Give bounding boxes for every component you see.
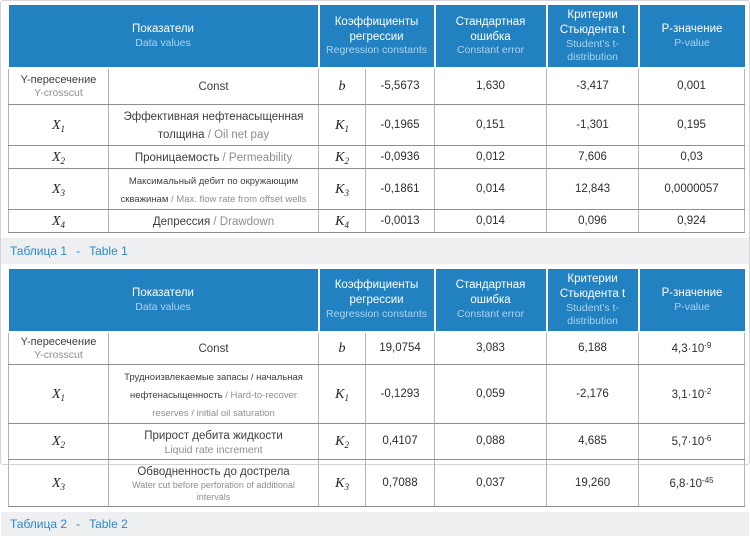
variable-subscript: 1 (60, 123, 66, 134)
t-criteria-value: 4,685 (547, 423, 639, 460)
symbol-cell (319, 332, 366, 364)
coefficient-symbol: K (335, 149, 345, 165)
t-criteria-value: 12,843 (547, 168, 639, 209)
table1-caption (1, 238, 749, 264)
p-value (639, 104, 745, 145)
p-value-base: 6,8·10 (669, 477, 703, 490)
coefficient-value: -5,5673 (366, 68, 435, 104)
p-value-exponent: -2 (704, 386, 712, 396)
column-header-coefficients-en: Regression constants (326, 308, 428, 321)
variable-cell (9, 332, 109, 364)
header-row (9, 269, 745, 332)
column-header-indicators (9, 5, 319, 68)
description-cell (109, 460, 319, 506)
table-row (9, 364, 745, 423)
variable-label-ru: Y-пересечение (20, 335, 97, 348)
p-value-base: 0,001 (677, 80, 706, 93)
column-header-error-en: Constant error (456, 44, 525, 57)
variable-cell (9, 423, 109, 460)
header-row (9, 5, 745, 68)
coefficient-subscript: 2 (344, 155, 349, 166)
table1-header (9, 5, 745, 68)
description-cell (109, 68, 319, 104)
t-criteria-value: 6,188 (547, 332, 639, 364)
description-en: / Oil net pay (204, 128, 270, 141)
description-en: Water cut before perforation of additional intervals (132, 480, 295, 502)
t-criteria-value: 0,096 (547, 209, 639, 232)
column-header-pvalue-ru: P-значение (661, 23, 723, 36)
variable-label-ru: Y-пересечение (20, 73, 97, 86)
symbol-cell (319, 364, 366, 423)
column-header-pvalue (639, 5, 745, 68)
variable-cell (9, 68, 109, 104)
column-header-coefficients (319, 5, 435, 68)
description-en: Liquid rate increment (164, 443, 263, 456)
standard-error-value: 0,151 (435, 104, 547, 145)
p-value (639, 423, 745, 460)
description-en: / Hard-to-recover reserves / initial oil saturation (152, 389, 298, 419)
p-value-exponent: -6 (704, 434, 712, 444)
coefficient-symbol: K (335, 434, 345, 450)
symbol-cell (319, 423, 366, 460)
table-row (9, 168, 745, 209)
table-row (9, 460, 745, 506)
column-header-error-ru: Стандартная ошибка (455, 15, 526, 43)
coefficient-value: -0,0013 (366, 209, 435, 232)
variable-subscript: 1 (60, 392, 66, 403)
coefficient-symbol: K (335, 386, 345, 402)
column-header-coefficients-ru: Коэффициенты регрессии (334, 279, 419, 307)
coefficient-value: 0,4107 (366, 423, 435, 460)
variable-symbol: X (51, 181, 61, 197)
column-header-indicators-ru: Показатели (132, 23, 194, 36)
description-cell (109, 168, 319, 209)
description-cell (109, 332, 319, 364)
coefficient-value: 19,0754 (366, 332, 435, 364)
variable-cell (9, 104, 109, 145)
t-criteria-value: 7,606 (547, 145, 639, 168)
table2-caption-ru: Таблица 2 (10, 516, 68, 531)
description-ru: Трудноизвлекаемые запасы / начальная нефтенасыщенность (124, 371, 303, 401)
p-value-exponent: -9 (704, 341, 712, 351)
p-value-base: 4,3·10 (671, 343, 705, 356)
coefficient-value: -0,0936 (366, 145, 435, 168)
table-row (9, 145, 745, 168)
table2-caption-dash: - (76, 516, 81, 531)
variable-symbol: X (51, 475, 61, 491)
description-cell (109, 104, 319, 145)
coefficient-value: -0,1965 (366, 104, 435, 145)
p-value-exponent: -45 (702, 475, 714, 485)
coefficient-subscript: 1 (344, 123, 349, 134)
standard-error-value: 0,012 (435, 145, 547, 168)
variable-symbol: X (51, 434, 61, 450)
column-header-pvalue-ru: P-значение (661, 286, 723, 299)
variable-cell (9, 460, 109, 506)
variable-cell (9, 209, 109, 232)
column-header-student-t-en: Student's t-distribution (566, 301, 619, 327)
description-cell (109, 145, 319, 168)
p-value (639, 168, 745, 209)
table-row (9, 104, 745, 145)
column-header-indicators (9, 269, 319, 332)
table-row (9, 68, 745, 104)
p-value-base: 0,0000057 (664, 182, 719, 195)
standard-error-value: 0,088 (435, 423, 547, 460)
description-ru: Максимальный дебит по окружающим скважинам (120, 175, 299, 205)
t-criteria-value: 19,260 (547, 460, 639, 506)
variable-symbol: X (51, 149, 61, 165)
coefficient-subscript: 2 (344, 440, 349, 451)
description-ru: Депрессия (152, 215, 211, 228)
standard-error-value: 0,014 (435, 168, 547, 209)
coefficient-subscript: 3 (344, 187, 349, 198)
variable-symbol: X (51, 213, 61, 229)
variable-subscript: 3 (60, 481, 66, 492)
table1-caption-ru: Таблица 1 (10, 243, 68, 258)
p-value (639, 460, 745, 506)
coefficient-subscript: 1 (344, 392, 349, 403)
description-en: / Max. flow rate from offset wells (168, 193, 307, 205)
coefficient-symbol: b (338, 79, 346, 95)
regression-table-2 (8, 269, 745, 507)
variable-subscript: 3 (60, 187, 66, 198)
column-header-student-t-ru: Критерии Стьюдента t (559, 272, 626, 300)
regression-table-1 (8, 5, 745, 233)
variable-subscript: 2 (60, 440, 66, 451)
variable-symbol: X (51, 117, 61, 133)
symbol-cell (319, 68, 366, 104)
variable-symbol: X (51, 386, 61, 402)
description-ru: Проницаемость (134, 151, 220, 164)
column-header-coefficients-ru: Коэффициенты регрессии (334, 15, 419, 43)
variable-cell (9, 145, 109, 168)
variable-subscript: 2 (60, 155, 66, 166)
coefficient-symbol: K (335, 475, 345, 491)
column-header-student-t (547, 269, 639, 332)
p-value (639, 145, 745, 168)
column-header-pvalue-en: P-value (674, 300, 710, 313)
description-ru: Const (198, 81, 229, 94)
standard-error-value: 0,059 (435, 364, 547, 423)
t-criteria-value: -2,176 (547, 364, 639, 423)
table2-caption (1, 512, 749, 536)
variable-label-en: Y-crosscut (34, 87, 83, 100)
symbol-cell (319, 209, 366, 232)
table-row (9, 332, 745, 364)
description-cell (109, 364, 319, 423)
t-criteria-value: -1,301 (547, 104, 639, 145)
standard-error-value: 0,014 (435, 209, 547, 232)
coefficient-subscript: 4 (344, 219, 349, 230)
column-header-student-t-en: Student's t-distribution (566, 37, 619, 63)
table-row (9, 209, 745, 232)
coefficient-value: -0,1861 (366, 168, 435, 209)
symbol-cell (319, 104, 366, 145)
variable-label-en: Y-crosscut (34, 349, 83, 362)
description-ru: Const (198, 343, 229, 356)
description-en: / Drawdown (210, 215, 275, 228)
p-value (639, 68, 745, 104)
coefficient-symbol: K (335, 181, 345, 197)
variable-cell (9, 168, 109, 209)
column-header-indicators-en: Data values (135, 300, 191, 313)
variable-cell (9, 364, 109, 423)
column-header-pvalue (639, 269, 745, 332)
column-header-indicators-en: Data values (135, 36, 191, 49)
p-value-base: 3,1·10 (671, 388, 705, 401)
standard-error-value: 3,083 (435, 332, 547, 364)
variable-subscript: 4 (60, 219, 66, 230)
standard-error-value: 1,630 (435, 68, 547, 104)
table2-header (9, 269, 745, 332)
t-criteria-value: -3,417 (547, 68, 639, 104)
standard-error-value: 0,037 (435, 460, 547, 506)
table2-caption-en: Table 2 (89, 516, 128, 531)
description-cell (109, 423, 319, 460)
table-row (9, 423, 745, 460)
column-header-coefficients (319, 269, 435, 332)
column-header-indicators-ru: Показатели (132, 286, 194, 299)
p-value-base: 0,195 (677, 118, 706, 131)
description-ru: Прирост дебита жидкости (144, 429, 283, 442)
column-header-coefficients-en: Regression constants (326, 44, 428, 57)
coefficient-symbol: b (338, 341, 346, 357)
coefficient-subscript: 3 (344, 481, 349, 492)
p-value-base: 0,924 (677, 214, 706, 227)
table1-caption-en: Table 1 (89, 243, 128, 258)
column-header-error-en: Constant error (456, 308, 525, 321)
column-header-error (435, 269, 547, 332)
p-value (639, 332, 745, 364)
column-header-error-ru: Стандартная ошибка (455, 279, 526, 307)
description-en: / Permeability (219, 151, 293, 164)
description-cell (109, 209, 319, 232)
column-header-student-t (547, 5, 639, 68)
p-value-base: 0,03 (680, 150, 703, 163)
symbol-cell (319, 460, 366, 506)
p-value (639, 364, 745, 423)
symbol-cell (319, 168, 366, 209)
description-ru: Эффективная нефтенасыщенная толщина (123, 110, 304, 141)
symbol-cell (319, 145, 366, 168)
description-ru: Обводненность до дострела (137, 466, 290, 479)
column-header-error (435, 5, 547, 68)
p-value-base: 5,7·10 (671, 436, 705, 449)
coefficient-value: -0,1293 (366, 364, 435, 423)
coefficient-symbol: K (335, 213, 345, 229)
column-header-student-t-ru: Критерии Стьюдента t (559, 9, 626, 36)
coefficient-symbol: K (335, 117, 345, 133)
table1-caption-dash: - (76, 243, 81, 258)
p-value (639, 209, 745, 232)
coefficient-value: 0,7088 (366, 460, 435, 506)
column-header-pvalue-en: P-value (674, 36, 710, 49)
